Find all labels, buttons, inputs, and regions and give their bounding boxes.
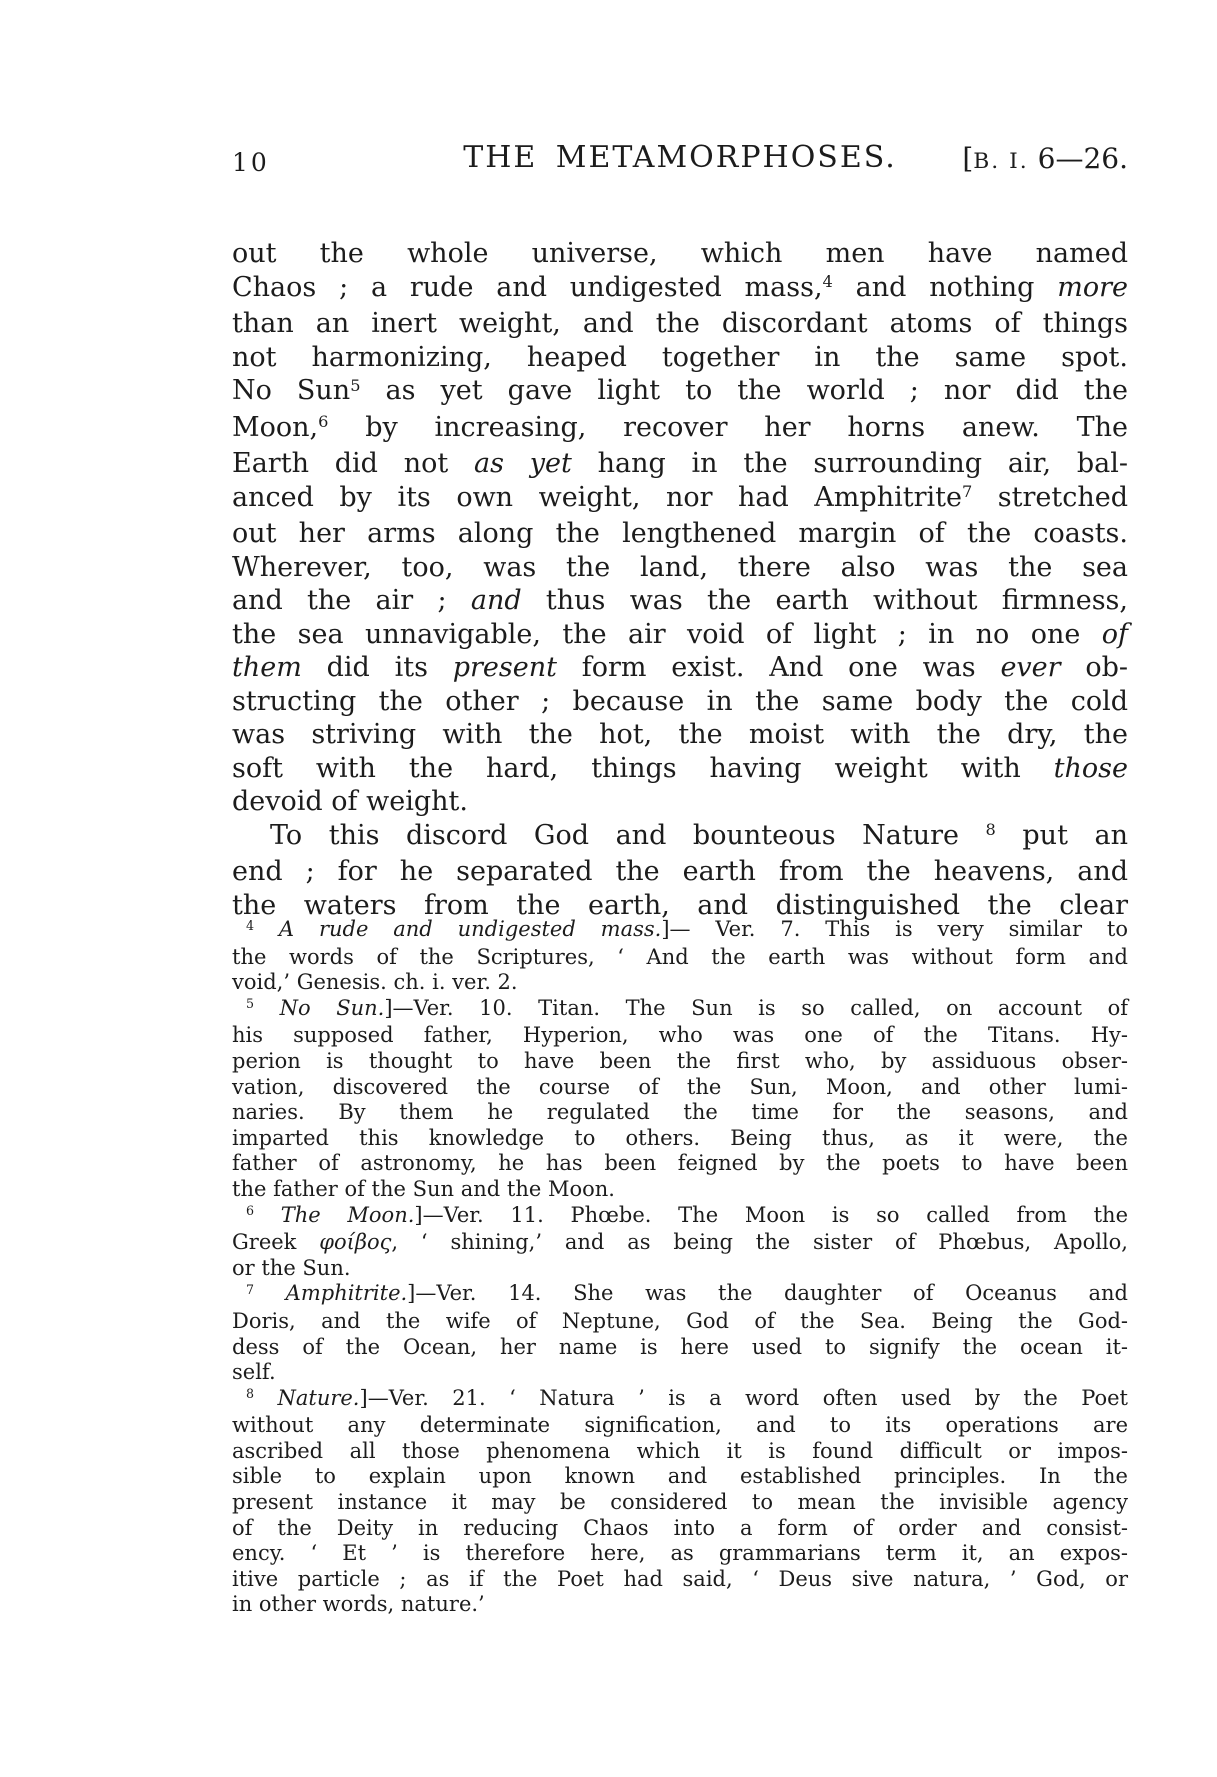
footnote-marker: 5 (246, 996, 255, 1012)
text-line: naries. By them he regulated the time for the seasons, and (232, 1100, 1128, 1125)
body-text (232, 237, 1128, 922)
emphasis-text: B. I. (973, 149, 1029, 174)
text-line: To this discord God and bounteous Nature $^8$ put an (270, 819, 1128, 851)
text-line: itive particle ; as if the Poet had said, ‘ Deus sive natura, ’ God, or (232, 1566, 1128, 1591)
text-line: anced by its own weight, nor had Amphitrite$^7$ stretched (232, 481, 1129, 513)
text-line: the waters from the earth, and distinguished the clear (232, 889, 1128, 921)
footnote-marker: 7 (246, 1282, 255, 1298)
text-line: structing the other ; because in the same body the cold (232, 685, 1128, 717)
text-line: $^5$ No Sun.]—Ver. 10. Titan. The Sun is so called, on account of (246, 995, 1129, 1020)
running-title: THE METAMORPHOSES. (463, 140, 897, 175)
emphasis-text: A rude and undigested mass. (278, 917, 662, 941)
text-line: devoid of weight. (232, 786, 468, 817)
emphasis-text: The Moon. (280, 1202, 415, 1227)
text-line: Greek φοίβος, ‘ shining,’ and as being the sister of Phœbus, Apollo, (232, 1230, 1128, 1255)
emphasis-text: ever (1000, 652, 1061, 683)
footnote-marker: 4 (246, 917, 255, 933)
emphasis-text: those (1053, 752, 1128, 784)
text-line: imparted this knowledge to others. Being thus, as it were, the (232, 1125, 1128, 1150)
text-line: Earth did not as yet hang in the surrounding air, bal- (232, 448, 1128, 479)
emphasis-text: present (452, 652, 557, 683)
text-line: ascribed all those phenomena which it is found difficult or impos- (232, 1438, 1128, 1463)
text-line: was striving with the hot, the moist with the dry, the (232, 719, 1128, 750)
footnote-8 (232, 1386, 1128, 1618)
text-line: No Sun$^5$ as yet gave light to the world ; nor did the (232, 375, 1128, 406)
footnote-marker: 5 (350, 375, 361, 395)
text-line: Doris, and the wife of Neptune, God of the Sea. Being the God- (232, 1308, 1128, 1333)
footnote-marker: 6 (318, 412, 329, 432)
emphasis-text: φοίβος (319, 1230, 392, 1255)
emphasis-text: No Sun. (279, 995, 385, 1020)
book-reference: [B. I. 6—26. (962, 142, 1128, 175)
footnote-marker: 8 (985, 820, 996, 840)
text-line: out the whole universe, which men have named (232, 238, 1128, 269)
text-line: Moon,$^6$ by increasing, recover her horns anew. The (232, 411, 1128, 443)
text-line: in other words, nature.’ (232, 1592, 485, 1617)
footnote-marker: 7 (961, 482, 973, 502)
text-line: without any determinate signification, and to its operations are (232, 1413, 1128, 1438)
footnotes-section (232, 917, 1128, 1618)
text-line: than an inert weight, and the discordant atoms of things (232, 308, 1128, 339)
text-line: $^7$ Amphitrite.]—Ver. 14. She was the daughter of Oceanus and (246, 1281, 1128, 1306)
text-line: $^4$ A rude and undigested mass.]— Ver. 7. This is very similar to (246, 917, 1128, 941)
text-line: them did its present form exist. And one was ever ob- (232, 652, 1129, 683)
paragraph-chaos (232, 237, 1128, 819)
page-header (232, 140, 1128, 184)
text-line: the words of the Scriptures, ‘ And the earth was without form and (232, 944, 1128, 969)
text-line: not harmonizing, heaped together in the same spot. (232, 341, 1128, 373)
emphasis-text: Amphitrite. (285, 1281, 408, 1306)
footnote-marker: 8 (246, 1386, 255, 1402)
text-line: perion is thought to have been the first who, by assiduous obser- (232, 1048, 1128, 1073)
text-line: $^6$ The Moon.]—Ver. 11. Phœbe. The Moon is so called from the (246, 1202, 1128, 1227)
footnote-7 (232, 1281, 1128, 1385)
text-line: Chaos ; a rude and undigested mass,$^4$ and nothing more (232, 271, 1128, 303)
text-line: the sea unnavigable, the air void of light ; in no one of (232, 618, 1128, 650)
text-line: his supposed father, Hyperion, who was one of the Titans. Hy- (232, 1023, 1128, 1048)
footnote-4 (232, 917, 1128, 996)
text-line: end ; for he separated the earth from the heavens, and (232, 856, 1128, 887)
footnote-marker: 4 (822, 272, 833, 292)
text-line: self. (232, 1360, 276, 1385)
emphasis-text: more (1057, 271, 1128, 303)
page-number: 10 (232, 148, 270, 177)
emphasis-text: and (470, 585, 522, 616)
text-line: out her arms along the lengthened margin of the coasts. (232, 518, 1128, 549)
text-line: void,’ Genesis. ch. i. ver. 2. (232, 970, 518, 995)
text-line: of the Deity in reducing Chaos into a form of order and consist- (232, 1515, 1128, 1540)
emphasis-text: of (1101, 618, 1128, 650)
text-line: $^8$ Nature.]—Ver. 21. ‘ Natura ’ is a word often used by the Poet (246, 1385, 1128, 1410)
text-line: the father of the Sun and the Moon. (232, 1176, 615, 1201)
emphasis-text: Nature. (277, 1385, 360, 1410)
emphasis-text: as yet (474, 448, 572, 479)
text-line: dess of the Ocean, her name is here used to signify the ocean it- (232, 1334, 1128, 1359)
text-line: soft with the hard, things having weight with those (232, 752, 1128, 784)
text-line: ency. ‘ Et ’ is therefore here, as grammarians term it, an expos- (232, 1541, 1128, 1566)
paragraph-discord (232, 819, 1128, 923)
text-line: vation, discovered the course of the Sun, Moon, and other lumi- (232, 1074, 1128, 1099)
text-line: or the Sun. (232, 1255, 351, 1280)
text-line: Wherever, too, was the land, there also was the sea (232, 551, 1128, 583)
footnote-marker: 6 (246, 1203, 255, 1219)
text-line: present instance it may be considered to mean the invisible agency (232, 1490, 1128, 1515)
text-line: father of astronomy, he has been feigned by the poets to have been (232, 1151, 1128, 1176)
text-line: sible to explain upon known and established principles. In the (232, 1464, 1128, 1489)
text-line: and the air ; and thus was the earth without firmness, (232, 585, 1128, 616)
footnote-6 (232, 1203, 1128, 1282)
emphasis-text: them (232, 652, 302, 683)
footnote-5 (232, 996, 1128, 1203)
